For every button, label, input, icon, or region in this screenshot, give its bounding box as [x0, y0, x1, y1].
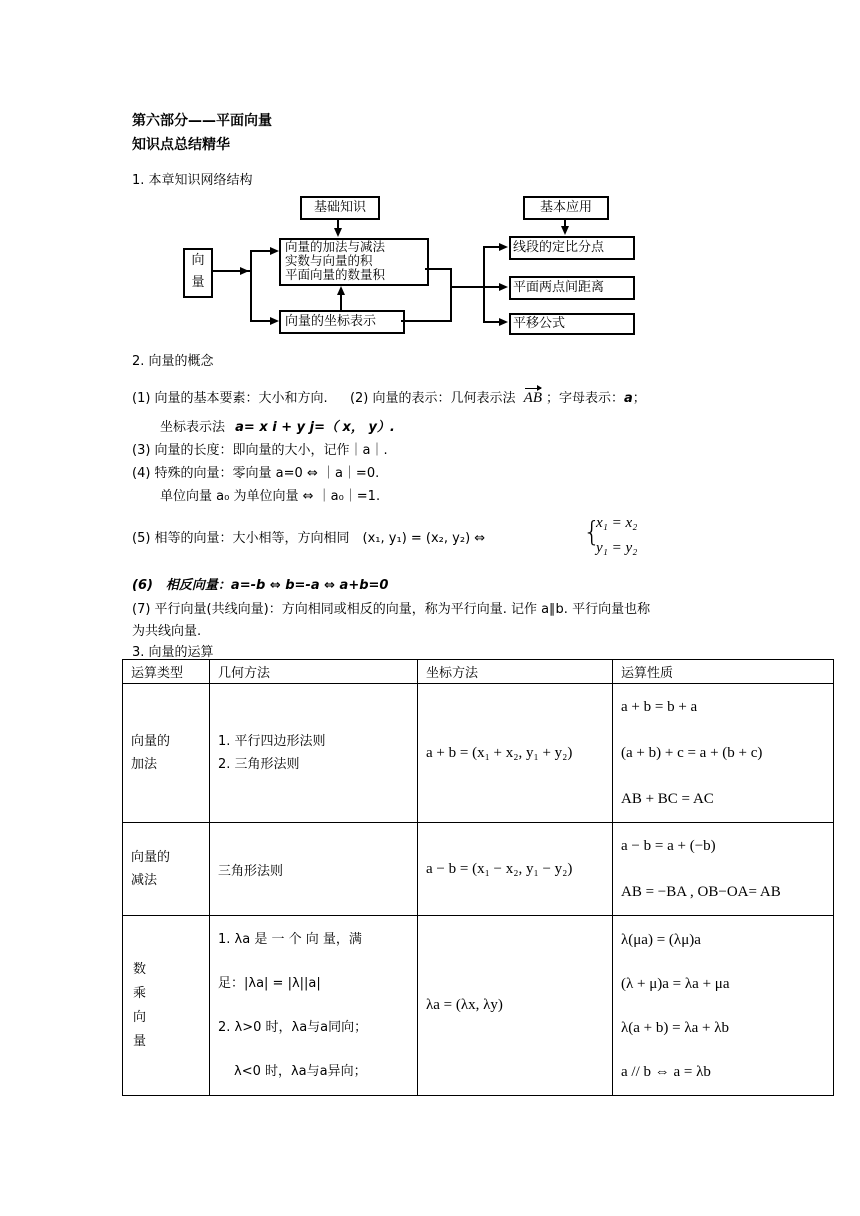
coord-cell: λa = (λx, λy): [418, 916, 613, 1096]
header-cell: 运算性质: [613, 660, 834, 684]
prop-cell: a − b = a + (−b) AB = −BA , OB−OA= AB: [613, 823, 834, 916]
concept-item-5: (5) 相等的向量：大小相等，方向相同 (x₁, y₁) = (x₂, y₂) ⇔: [132, 531, 486, 546]
diagram-vector: [183, 248, 213, 298]
concept-item-7a: (7) 平行向量(共线向量)：方向相同或相反的向量，称为平行向量. 记作 a∥b. 平行向量也称: [132, 602, 651, 617]
coord-cell: a − b = (x₁ − x₂, y₁ − y₂): [418, 823, 613, 916]
arrow-down: [561, 226, 569, 235]
connector: [250, 250, 270, 252]
header-cell: 几何方法: [210, 660, 418, 684]
item1-elements: (1) 向量的基本要素：大小和方向.: [132, 391, 328, 406]
diagram-coordinate: 向量的坐标表示: [279, 310, 405, 334]
page-title: 第六部分——平面向量: [132, 113, 272, 129]
diagram-ops-line2: 实数与向量的积: [285, 253, 373, 268]
diagram-basic-application: 基本应用: [523, 196, 609, 220]
geo-cell: 1. 平行四边形法则 2. 三角形法则: [210, 684, 418, 823]
diagram-ops-line1: 向量的加法与减法: [285, 239, 386, 254]
diagram-app-distance: 平面两点间距离: [509, 276, 635, 300]
connector: [250, 250, 252, 322]
table-row-subtraction: [123, 823, 834, 916]
connector: [483, 286, 499, 288]
brace-icon: {: [583, 515, 601, 548]
table-row-scalar: [123, 916, 834, 1096]
item5-eq1: x₁ = x₂: [596, 515, 638, 531]
geo-cell: 1. λa 是 一 个 向 量，满 足：|λa| = |λ||a| 2. λ>0 时，λa与a同向； λ<0 时，λa与a异向；: [210, 916, 418, 1096]
coord-label: 坐标表示法: [160, 420, 226, 435]
operations-table: [122, 659, 834, 1096]
arrow-right: [499, 243, 508, 251]
arrow-right: [499, 283, 508, 291]
type-cell: 向量的 加法: [123, 684, 210, 823]
prop-cell: a + b = b + a (a + b) + c = a + (b + c) AB + BC = AC: [613, 684, 834, 823]
type-cell: 向量的 减法: [123, 823, 210, 916]
table-row-addition: [123, 684, 834, 823]
section1-heading: 1. 本章知识网络结构: [132, 173, 253, 188]
connector: [483, 246, 485, 322]
diagram-operations: [279, 238, 429, 286]
concept-item-4b: 单位向量 a₀ 为单位向量 ⇔ ｜a₀｜=1.: [160, 489, 381, 504]
item5-eq2: y₁ = y₂: [596, 540, 638, 556]
coord-cell: a + b = (x₁ + x₂, y₁ + y₂): [418, 684, 613, 823]
connector: [450, 268, 452, 322]
arrow-down: [334, 228, 342, 237]
concept-item-6: (6) 相反向量：a=-b ⇔ b=-a ⇔ a+b=0: [132, 578, 389, 593]
diagram-app-division: 线段的定比分点: [509, 236, 635, 260]
section3-heading: 3. 向量的运算: [132, 645, 214, 660]
table-header-row: [123, 660, 834, 684]
arrow-up: [337, 286, 345, 295]
diagram-vector-char2: 量: [191, 275, 205, 290]
item1-letter: ；字母表示：: [546, 391, 625, 406]
page-subtitle: 知识点总结精华: [132, 137, 230, 153]
header-cell: 运算类型: [123, 660, 210, 684]
concept-item-4: (4) 特殊的向量：零向量 a=0 ⇔ ｜a｜=0.: [132, 466, 380, 481]
connector: [340, 294, 342, 310]
arrow-right: [240, 267, 249, 275]
geo-cell: 三角形法则: [210, 823, 418, 916]
concept-coord: [160, 416, 395, 435]
item1-representation: (2) 向量的表示：几何表示法: [349, 391, 516, 406]
connector: [450, 286, 484, 288]
concept-item-1: (1) 向量的基本要素：大小和方向. (2) 向量的表示：几何表示法 AB ；字母表示：a；: [132, 390, 646, 406]
connector: [483, 246, 499, 248]
connector: [483, 321, 499, 323]
section2-heading: 2. 向量的概念: [132, 354, 214, 369]
connector: [401, 320, 451, 322]
diagram-basic-knowledge: 基础知识: [300, 196, 380, 220]
diagram-ops-line3: 平面向量的数量积: [285, 267, 386, 282]
arrow-right: [499, 318, 508, 326]
header-cell: 坐标方法: [418, 660, 613, 684]
type-cell: 数 乘 向 量: [123, 916, 210, 1096]
diagram-app-translation: 平移公式: [509, 313, 635, 335]
arrow-right: [270, 317, 279, 325]
concept-item-3: (3) 向量的长度：即向量的大小，记作｜a｜.: [132, 443, 388, 458]
prop-cell: λ(μa) = (λμ)a (λ + μ)a = λa + μa λ(a + b) = λa + λb a // b ⇔ a = λb: [613, 916, 834, 1096]
connector: [425, 268, 451, 270]
coord-formula: a= x i + y j=（ x， y）.: [235, 420, 395, 435]
connector: [250, 320, 270, 322]
concept-item-7b: 为共线向量.: [132, 624, 202, 639]
arrow-right: [270, 247, 279, 255]
diagram-vector-char1: 向: [191, 253, 205, 268]
